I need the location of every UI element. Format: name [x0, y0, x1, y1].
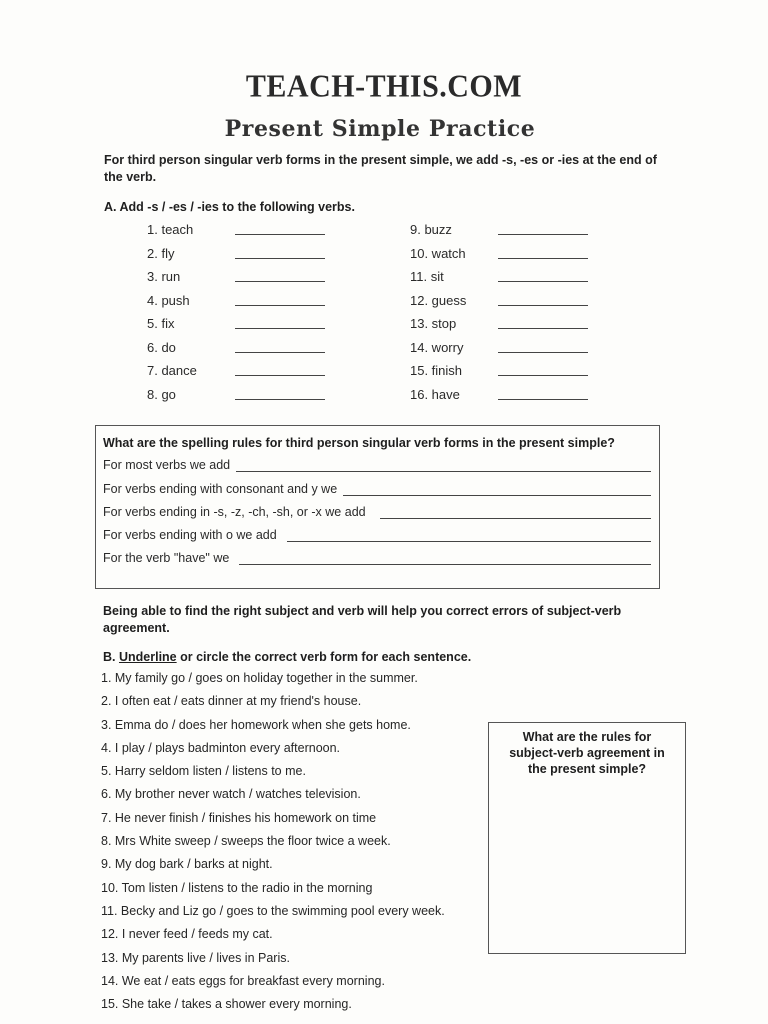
rule-prompt: For verbs ending in -s, -z, -ch, -sh, or -x we add — [103, 505, 366, 519]
answer-blank[interactable] — [235, 246, 325, 259]
verb-item — [410, 316, 588, 340]
sentence-item[interactable]: 6. My brother never watch / watches television. — [101, 787, 361, 802]
answer-blank[interactable] — [235, 316, 325, 329]
rule-prompt: For verbs ending with consonant and y we — [103, 482, 338, 496]
verb-item — [147, 316, 325, 340]
verb-item — [410, 269, 588, 293]
verb-word: 14. worry — [410, 339, 464, 355]
section-b-heading — [103, 650, 471, 664]
answer-blank[interactable] — [235, 387, 325, 400]
rule-line — [103, 505, 651, 519]
answer-blank[interactable] — [498, 316, 588, 329]
subject-verb-rules-box[interactable] — [488, 722, 686, 954]
rule-answer-line[interactable] — [287, 529, 651, 542]
section-b-rest: or circle the correct verb form for each sentence. — [176, 650, 472, 664]
answer-blank[interactable] — [235, 222, 325, 235]
verb-item — [147, 269, 325, 293]
verb-word: 16. have — [410, 386, 460, 402]
rule-line — [103, 458, 651, 472]
sentence-item[interactable]: 14. We eat / eats eggs for breakfast every morning. — [101, 973, 385, 988]
verb-list-left — [147, 222, 325, 410]
verb-word: 4. push — [147, 292, 190, 308]
section-b-prefix: B. — [103, 650, 119, 664]
sentence-item[interactable]: 3. Emma do / does her homework when she gets home. — [101, 717, 411, 732]
answer-blank[interactable] — [498, 269, 588, 282]
section-a-heading: A. Add -s / -es / -ies to the following verbs. — [104, 200, 355, 214]
verb-word: 5. fix — [147, 316, 175, 331]
rule-answer-line[interactable] — [343, 483, 651, 496]
subject-verb-rules-question: What are the rules for subject-verb agreement in the present simple? — [509, 730, 665, 776]
answer-blank[interactable] — [235, 363, 325, 376]
agreement-note: Being able to find the right subject and verb will help you correct errors of subject-verb agreement. — [103, 604, 622, 635]
answer-blank[interactable] — [498, 222, 588, 235]
verb-item — [410, 246, 588, 270]
verb-item — [410, 387, 588, 411]
section-b-underline-word: Underline — [118, 650, 177, 664]
spelling-rules-box — [95, 425, 660, 589]
verb-word: 13. stop — [410, 316, 457, 331]
brand-header: TEACH-THIS.COM — [245, 69, 523, 104]
verb-word: 15. finish — [410, 363, 463, 378]
sentence-item[interactable]: 15. She take / takes a shower every morning. — [101, 997, 352, 1012]
rule-line — [103, 551, 651, 565]
spelling-rules-question: What are the spelling rules for third person singular verb forms in the present simple? — [103, 436, 615, 450]
sentence-item[interactable]: 8. Mrs White sweep / sweeps the floor twice a week. — [101, 834, 391, 849]
answer-blank[interactable] — [235, 340, 325, 353]
page-title: Present Simple Practice — [224, 116, 536, 142]
rule-prompt: For most verbs we add — [103, 458, 231, 472]
sentence-list — [101, 671, 445, 1020]
answer-blank[interactable] — [235, 269, 325, 282]
answer-blank[interactable] — [498, 246, 588, 259]
rule-line — [103, 528, 651, 542]
rule-prompt: For verbs ending with o we add — [103, 528, 277, 542]
verb-item — [147, 387, 325, 411]
answer-blank[interactable] — [498, 387, 588, 400]
answer-blank[interactable] — [235, 293, 325, 306]
verb-item — [147, 293, 325, 317]
intro-text: For third person singular verb forms in the present simple, we add -s, -es or -ies at the end of the verb. — [104, 153, 657, 184]
verb-item — [410, 340, 588, 364]
rule-line — [103, 482, 651, 496]
sentence-item[interactable]: 4. I play / plays badminton every afternoon. — [101, 740, 341, 755]
verb-word: 2. fly — [147, 245, 175, 261]
verb-item — [147, 222, 325, 246]
sentence-item[interactable]: 9. My dog bark / barks at night. — [101, 857, 273, 872]
verb-word: 9. buzz — [410, 222, 452, 237]
verb-item — [147, 340, 325, 364]
sentence-item[interactable]: 12. I never feed / feeds my cat. — [101, 927, 273, 942]
rule-answer-line[interactable] — [236, 459, 651, 472]
verb-item — [147, 246, 325, 270]
verb-item — [147, 363, 325, 387]
rule-answer-line[interactable] — [380, 506, 651, 519]
answer-blank[interactable] — [498, 293, 588, 306]
verb-item — [410, 363, 588, 387]
verb-word: 12. guess — [410, 292, 467, 308]
sentence-item[interactable]: 10. Tom listen / listens to the radio in the morning — [101, 880, 373, 895]
verb-word: 10. watch — [410, 245, 466, 261]
rule-prompt: For the verb "have" we — [103, 551, 230, 565]
sentence-item[interactable]: 13. My parents live / lives in Paris. — [101, 950, 290, 965]
sentence-item[interactable]: 5. Harry seldom listen / listens to me. — [101, 764, 306, 779]
verb-word: 1. teach — [147, 222, 194, 237]
verb-word: 8. go — [147, 386, 176, 402]
verb-item — [410, 222, 588, 246]
verb-word: 3. run — [147, 269, 181, 284]
verb-word: 11. sit — [410, 269, 444, 284]
sentence-item[interactable]: 11. Becky and Liz go / goes to the swimming pool every week. — [101, 903, 445, 918]
sentence-item[interactable]: 7. He never finish / finishes his homework on time — [101, 810, 377, 825]
rule-answer-line[interactable] — [239, 552, 651, 565]
sentence-item[interactable]: 1. My family go / goes on holiday together in the summer. — [101, 671, 418, 685]
sentence-item[interactable]: 2. I often eat / eats dinner at my friend's house. — [101, 694, 362, 709]
verb-item — [410, 293, 588, 317]
verb-word: 6. do — [147, 339, 176, 355]
verb-word: 7. dance — [147, 363, 197, 378]
verb-list-right — [410, 222, 588, 410]
answer-blank[interactable] — [498, 340, 588, 353]
answer-blank[interactable] — [498, 363, 588, 376]
